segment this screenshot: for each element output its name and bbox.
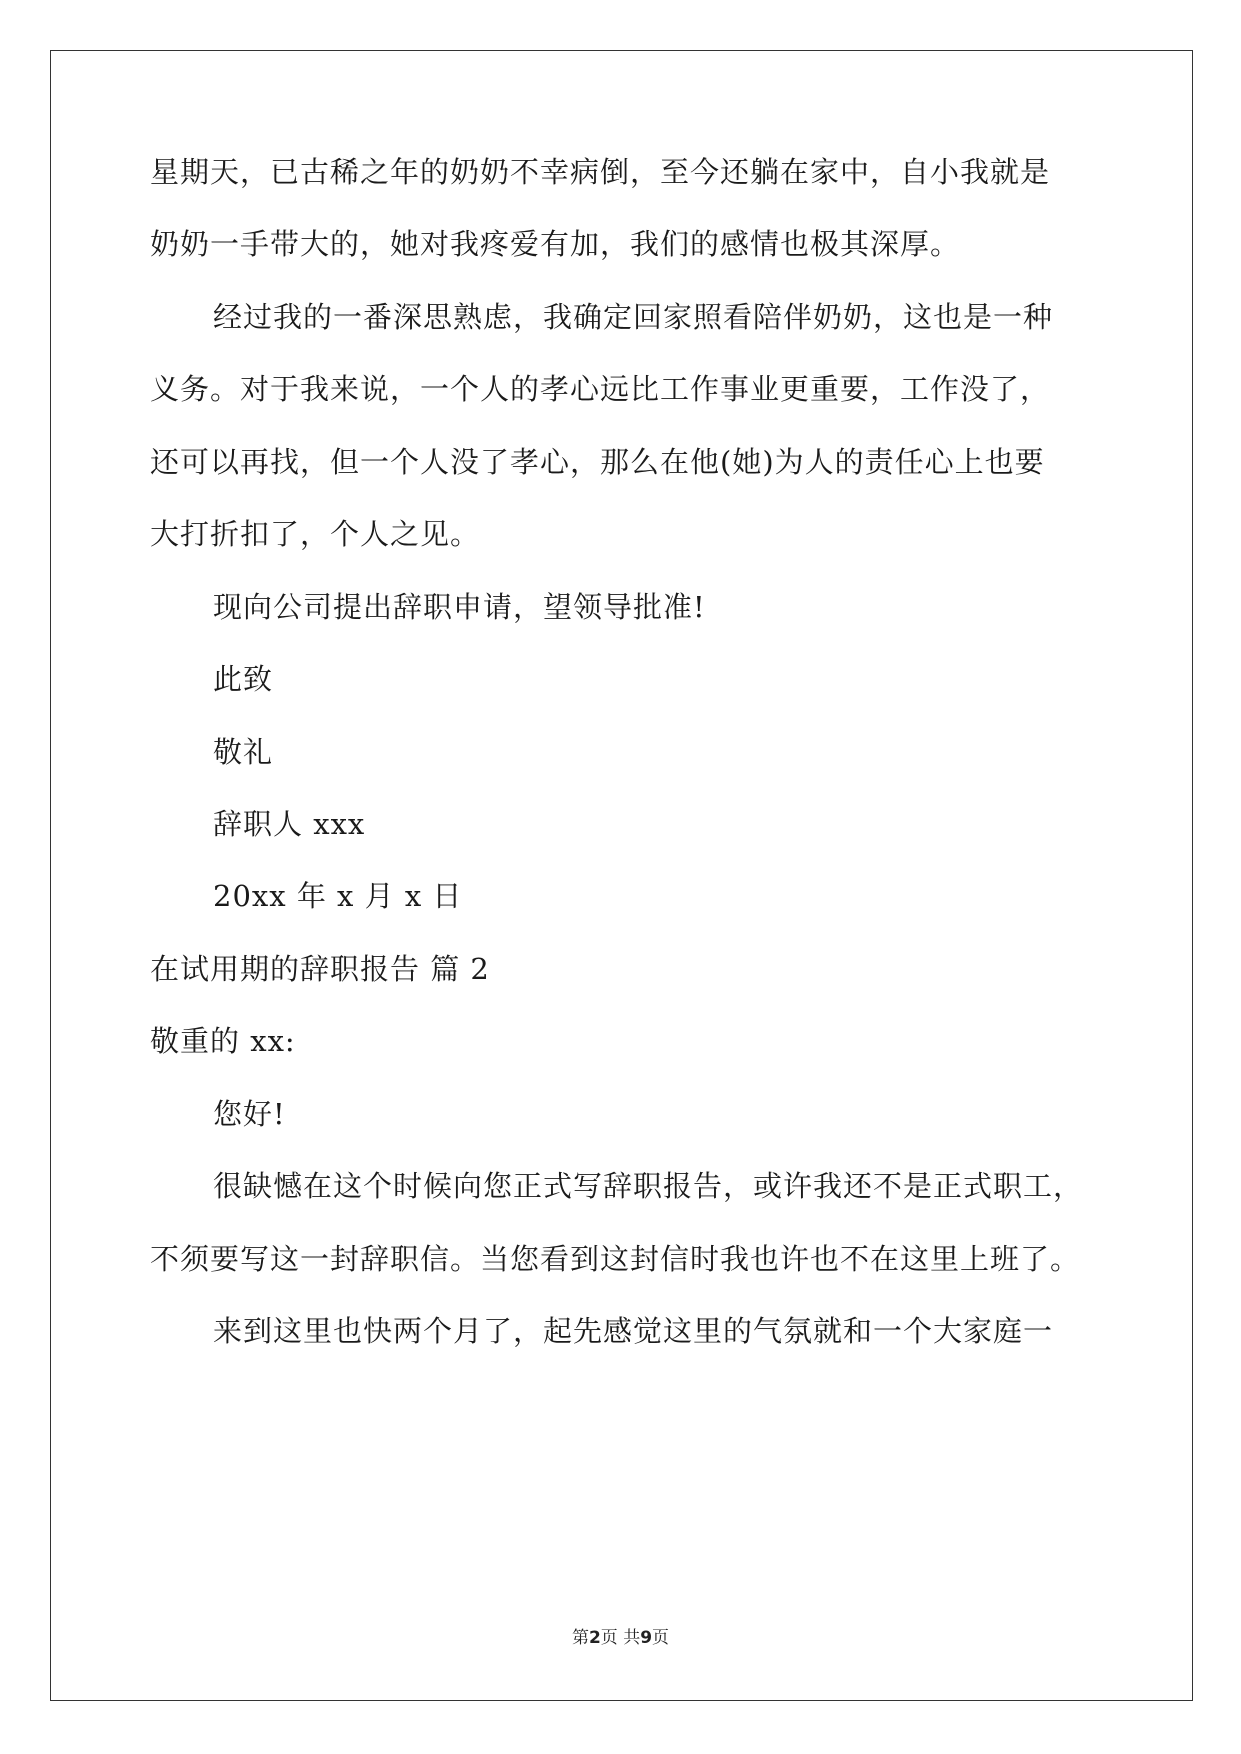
footer-prefix: 第 — [571, 1628, 589, 1648]
greeting-line: 您好! — [213, 1097, 286, 1131]
footer-total-pages: 9 — [640, 1628, 653, 1648]
signature-line: 辞职人 xxx — [213, 807, 366, 841]
footer-suffix: 页 — [652, 1628, 670, 1648]
date-line: 20xx 年 x 月 x 日 — [213, 879, 463, 913]
body-line: 经过我的一番深思熟虑，我确定回家照看陪伴奶奶，这也是一种 — [213, 300, 1054, 334]
body-line: 奶奶一手带大的，她对我疼爱有加，我们的感情也极其深厚。 — [150, 227, 961, 261]
salutation-line: 敬礼 — [213, 735, 274, 769]
section-heading: 在试用期的辞职报告 篇 2 — [150, 952, 490, 986]
salutation-line: 此致 — [213, 662, 274, 696]
body-line: 现向公司提出辞职申请，望领导批准! — [213, 590, 706, 624]
body-line: 星期天，已古稀之年的奶奶不幸病倒，至今还躺在家中，自小我就是 — [150, 155, 1051, 189]
body-line: 还可以再找，但一个人没了孝心，那么在他(她)为人的责任心上也要 — [150, 445, 1045, 479]
body-line: 义务。对于我来说，一个人的孝心远比工作事业更重要，工作没了， — [150, 372, 1051, 406]
addressee-line: 敬重的 xx: — [150, 1024, 296, 1058]
page-footer — [0, 1626, 1241, 1650]
footer-middle: 页 共 — [600, 1628, 641, 1648]
body-line: 很缺憾在这个时候向您正式写辞职报告，或许我还不是正式职工， — [213, 1169, 1084, 1203]
body-line: 不须要写这一封辞职信。当您看到这封信时我也许也不在这里上班了。 — [150, 1242, 1081, 1276]
body-line: 大打折扣了，个人之见。 — [150, 517, 481, 551]
footer-page-number: 2 — [588, 1628, 601, 1648]
body-line: 来到这里也快两个月了，起先感觉这里的气氛就和一个大家庭一 — [213, 1314, 1054, 1348]
